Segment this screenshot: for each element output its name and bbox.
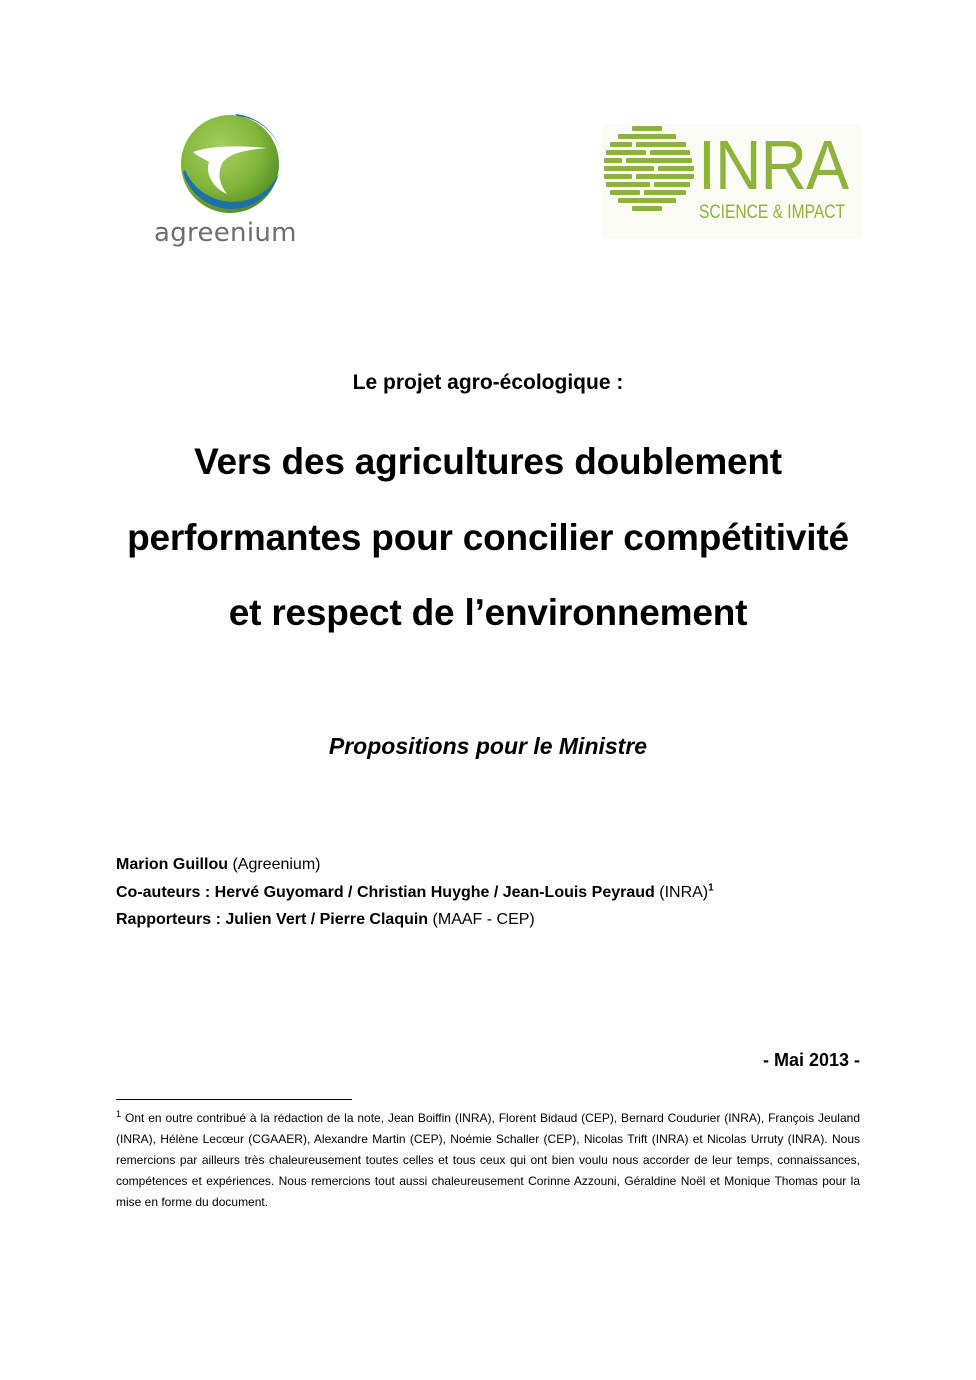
footnote-separator	[116, 1099, 352, 1100]
inra-tagline: SCIENCE & IMPACT	[699, 202, 846, 223]
coauthors-names: Co-auteurs : Hervé Guyomard / Christian Huyghe / Jean-Louis Peyraud	[116, 884, 655, 901]
agreenium-emblem-icon	[175, 112, 290, 217]
rapporteurs-affiliation: (MAAF - CEP)	[432, 911, 535, 928]
inra-wordmark: INRA	[698, 126, 849, 204]
rapporteurs-line	[116, 911, 535, 929]
agreenium-logo	[150, 112, 315, 252]
inra-logo	[602, 124, 862, 239]
coauthors-line	[116, 884, 714, 902]
footnote-number: 1	[116, 1109, 122, 1119]
author-name: Marion Guillou	[116, 856, 228, 873]
coauthors-affiliation: (INRA)	[659, 884, 709, 901]
footnote-text: Ont en outre contribué à la rédaction de la note, Jean Boiffin (INRA), Florent Bidaud (CEP), Bernard Coudurier (INRA), François Jeuland (INRA), Hélène Lecœur (CGAAER), Alexandre Martin (CEP), Noémie Schaller (CEP), Nicolas Trift (INRA) et Nicolas Urruty (INRA). Nous remercions par ailleurs très chaleureusement toutes celles et tous ceux qui ont bien voulu nous accorder de leur temps, connaissances, compétences et expériences. Nous remercions tout aussi chaleureusement Corinne Azzouni, Géraldine Noël et Monique Thomas pour la mise en forme du document.	[116, 1111, 860, 1209]
footnote	[116, 1108, 860, 1213]
author-affiliation: (Agreenium)	[232, 856, 321, 873]
title-line-1: Vers des agricultures doublement	[194, 441, 782, 482]
title-line-3: et respect de l’environnement	[228, 592, 748, 633]
footnote-reference: 1	[708, 882, 714, 894]
supertitle: Le projet agro-écologique :	[352, 371, 624, 394]
subtitle: Propositions pour le Ministre	[328, 733, 648, 759]
agreenium-wordmark: agreenium	[154, 218, 297, 248]
document-date: - Mai 2013 -	[762, 1050, 860, 1070]
author-line	[116, 856, 320, 874]
inra-striped-globe-icon	[604, 124, 696, 216]
rapporteurs-names: Rapporteurs : Julien Vert / Pierre Claquin	[116, 911, 429, 928]
title-line-2: performantes pour concilier compétitivité	[127, 517, 849, 558]
